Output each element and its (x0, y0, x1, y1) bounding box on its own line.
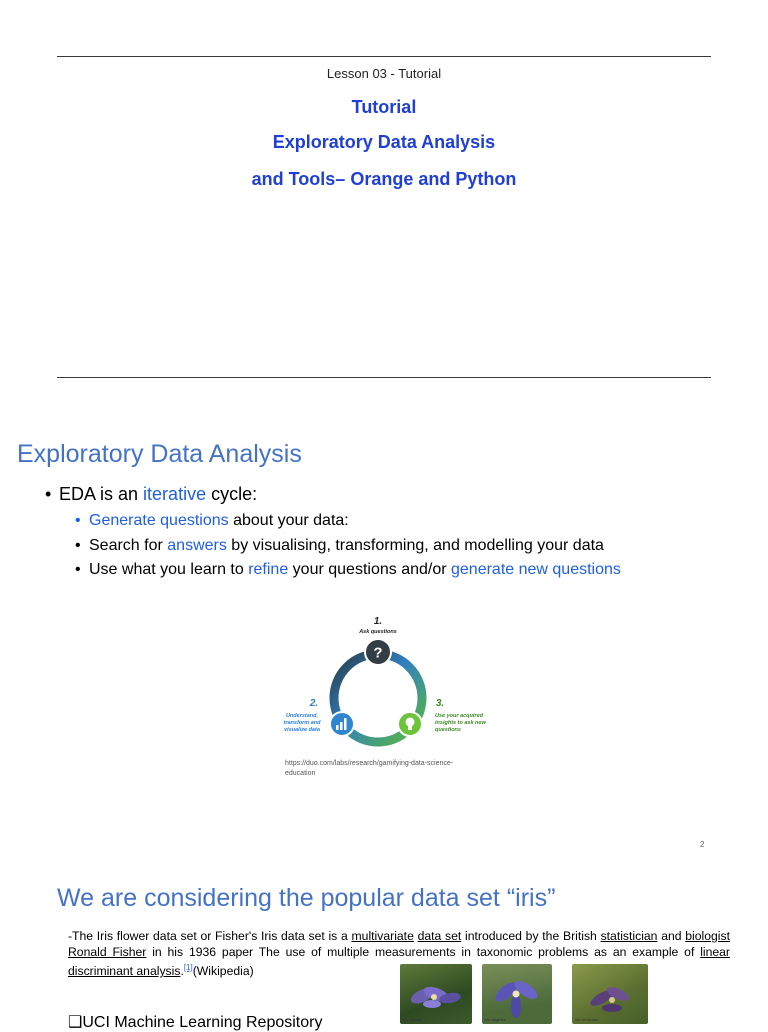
bullet-suffix: cycle: (206, 484, 258, 504)
sub2-highlight: answers (167, 537, 227, 554)
bullet-highlight: iterative (143, 484, 207, 504)
reference-link[interactable]: [1] (183, 963, 193, 972)
bullet-dot: • (75, 561, 81, 578)
sub-bullet-3 (75, 561, 621, 579)
step2-line-1: Understand, (285, 713, 319, 719)
iris-virginica-photo (482, 964, 552, 1024)
iris-setosa-photo (400, 964, 472, 1024)
step1-number: 1. (373, 616, 383, 627)
link-lda[interactable]: linear discriminant analysis (68, 945, 730, 979)
sub1-rest: about your data: (228, 512, 349, 529)
para-text: and (657, 929, 686, 943)
photo-caption: iris versicolor (575, 1017, 599, 1022)
sub3-highlight-2: generate new questions (451, 561, 621, 578)
para-text: -The Iris flower data set or Fisher's Iris data set is a (68, 929, 352, 943)
title-line-2: Exploratory Data Analysis (272, 132, 496, 152)
para-text: (Wikipedia) (192, 964, 254, 979)
top-rule (57, 56, 711, 57)
link-statistician[interactable]: statistician (600, 929, 658, 943)
sub2-pre: Search for (89, 537, 168, 554)
link-multivariate[interactable]: multivariate (351, 929, 414, 943)
link-biologist[interactable]: biologist (685, 929, 730, 943)
bottom-rule (57, 377, 711, 378)
step3-line-1: Use your acquired (435, 713, 483, 719)
sub-bullet-2 (75, 537, 604, 555)
uci-repository-item: ❑UCI Machine Learning Repository (68, 1014, 323, 1031)
link-ronald-fisher[interactable]: Ronald Fisher (68, 945, 147, 959)
step1-label: Ask questions (359, 629, 397, 635)
link-data-set[interactable]: data set (417, 929, 462, 943)
page-number: 2 (700, 840, 705, 849)
step3-line-2: insights to ask new (435, 720, 486, 726)
iris-heading: We are considering the popular data set “iris” (57, 884, 556, 912)
step2-line-3: visualize data (284, 727, 320, 733)
eda-heading: Exploratory Data Analysis (17, 440, 302, 468)
question-mark: ? (373, 644, 383, 662)
step2-number: 2. (309, 698, 319, 709)
bullet-dot: • (75, 537, 81, 554)
iris-versicolor-photo (572, 964, 648, 1024)
title-line-1: Tutorial (351, 97, 417, 117)
sub3-highlight-1: refine (248, 561, 289, 578)
bullet-dot: • (45, 484, 52, 504)
eda-cycle-diagram (270, 610, 500, 760)
step2-line-2: transform and (283, 720, 321, 726)
sub1-highlight: Generate questions (89, 512, 229, 529)
sub2-rest: by visualising, transforming, and modelling your data (226, 537, 604, 554)
bullet-dot: • (75, 512, 81, 529)
lesson-label: Lesson 03 - Tutorial (326, 66, 442, 81)
step3-number: 3. (435, 698, 445, 709)
title-line-3: and Tools– Orange and Python (251, 169, 517, 189)
eda-bullet (45, 484, 257, 505)
diagram-citation[interactable]: https://duo.com/labs/research/gamifying-data-science-education (285, 760, 454, 777)
para-text: in his 1936 paper The use of multiple measurements in taxonomic problems as an example of (146, 945, 701, 959)
para-text: . (180, 964, 184, 979)
bullet-prefix: EDA is an (59, 484, 144, 504)
photo-caption: iris virginica (485, 1017, 506, 1022)
photo-caption: iris setosa (403, 1017, 422, 1022)
sub-bullet-1 (75, 512, 349, 530)
step3-line-3: questions (435, 727, 461, 733)
para-text: introduced by the British (461, 929, 601, 943)
sub3-mid: your questions and/or (288, 561, 451, 578)
sub3-pre: Use what you learn to (89, 561, 249, 578)
